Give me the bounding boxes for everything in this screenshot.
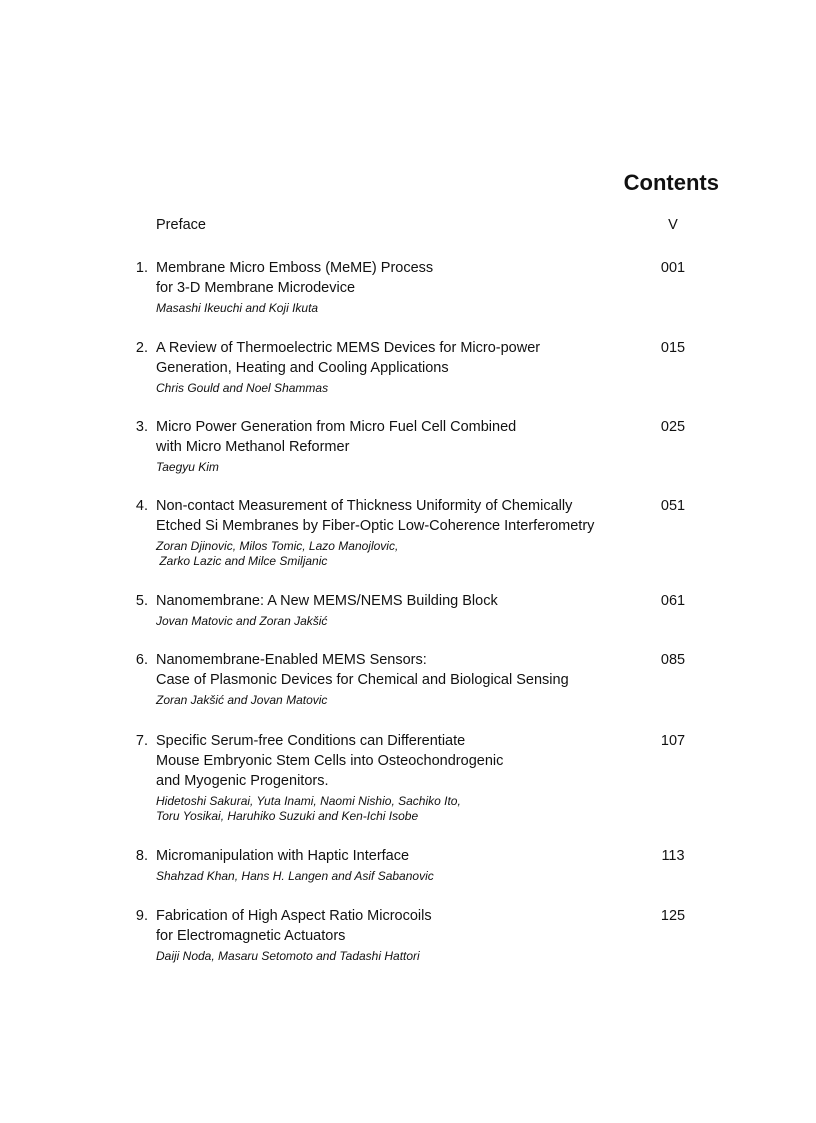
entry-authors: Masashi Ikeuchi and Koji Ikuta <box>156 301 319 315</box>
entry-title-line: for 3-D Membrane Microdevice <box>156 280 356 296</box>
entry-number: 5. <box>135 593 148 609</box>
entry-authors: Chris Gould and Noel Shammas <box>156 381 329 395</box>
entry-number: 6. <box>135 652 148 668</box>
entry-title-line: Micromanipulation with Haptic Interface <box>156 848 410 864</box>
entry-page: 107 <box>660 733 686 749</box>
entry-page: 125 <box>660 908 686 924</box>
entry-number: 8. <box>135 848 148 864</box>
entry-number: 2. <box>135 340 148 356</box>
entry-page: 001 <box>660 260 686 276</box>
entry-page: 025 <box>660 419 686 435</box>
entry-page: 051 <box>660 498 686 514</box>
page-title: Contents <box>623 170 719 195</box>
entry-title-line: Nanomembrane-Enabled MEMS Sensors: <box>156 652 427 668</box>
entry-authors: Jovan Matovic and Zoran Jakšić <box>156 614 328 628</box>
entry-page: 061 <box>660 593 686 609</box>
entry-title-line: Generation, Heating and Cooling Applications <box>156 360 449 376</box>
entry-number: 4. <box>135 498 148 514</box>
entry-authors: Toru Yosikai, Haruhiko Suzuki and Ken-Ichi Isobe <box>156 809 419 823</box>
entry-page: 085 <box>660 652 686 668</box>
entry-title-line: Etched Si Membranes by Fiber-Optic Low-Coherence Interferometry <box>156 518 595 534</box>
entry-page: 015 <box>660 340 686 356</box>
entry-authors: Hidetoshi Sakurai, Yuta Inami, Naomi Nishio, Sachiko Ito, <box>156 794 461 808</box>
preface-page: V <box>668 217 678 233</box>
entry-number: 3. <box>135 419 148 435</box>
entry-authors: Zoran Djinovic, Milos Tomic, Lazo Manojlovic, <box>156 539 399 553</box>
entry-authors: Zoran Jakšić and Jovan Matovic <box>156 693 328 707</box>
entry-number: 1. <box>135 260 148 276</box>
entry-number: 9. <box>135 908 148 924</box>
entry-number: 7. <box>135 733 148 749</box>
entry-title-line: Fabrication of High Aspect Ratio Microcoils <box>156 908 432 924</box>
entry-title-line: A Review of Thermoelectric MEMS Devices for Micro-power <box>156 340 541 356</box>
preface-label: Preface <box>156 217 206 233</box>
entry-title-line: Mouse Embryonic Stem Cells into Osteochondrogenic <box>156 753 504 769</box>
entry-title-line: Non-contact Measurement of Thickness Uniformity of Chemically <box>156 498 573 514</box>
entry-authors: Zarko Lazic and Milce Smiljanic <box>156 554 328 568</box>
toc-preface <box>0 217 816 237</box>
entry-authors: Taegyu Kim <box>156 460 219 474</box>
entry-title-line: Specific Serum-free Conditions can Differentiate <box>156 733 466 749</box>
entry-title-line: Micro Power Generation from Micro Fuel Cell Combined <box>156 419 517 435</box>
entry-title-line: with Micro Methanol Reformer <box>156 439 350 455</box>
entry-page: 113 <box>661 848 685 864</box>
entry-title-line: Case of Plasmonic Devices for Chemical and Biological Sensing <box>156 672 569 688</box>
entry-authors: Daiji Noda, Masaru Setomoto and Tadashi Hattori <box>156 949 420 963</box>
entry-authors: Shahzad Khan, Hans H. Langen and Asif Sabanovic <box>156 869 434 883</box>
entry-title-line: and Myogenic Progenitors. <box>156 773 329 789</box>
entry-title-line: Nanomembrane: A New MEMS/NEMS Building Block <box>156 593 498 609</box>
entry-title-line: for Electromagnetic Actuators <box>156 928 346 944</box>
entry-title-line: Membrane Micro Emboss (MeME) Process <box>156 260 434 276</box>
